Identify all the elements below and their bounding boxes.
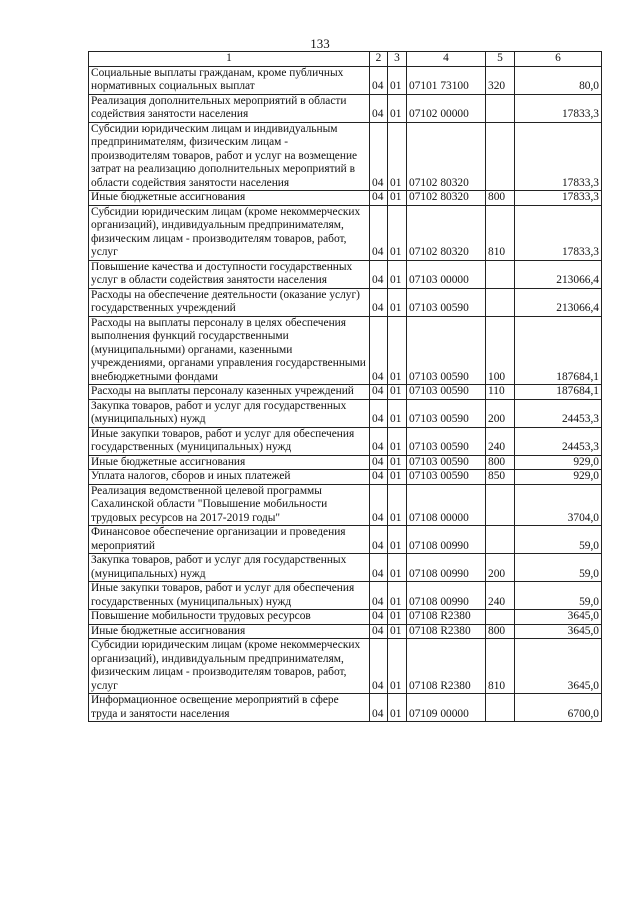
- row-target-code: 07103 00590: [407, 470, 486, 485]
- row-amount: 17833,3: [515, 191, 602, 206]
- row-section: 04: [370, 122, 388, 191]
- table-row: [89, 639, 602, 694]
- row-subsection: 01: [388, 554, 407, 582]
- row-section: 04: [370, 385, 388, 400]
- row-expense-type: 200: [486, 554, 515, 582]
- row-amount: 24453,3: [515, 399, 602, 427]
- row-target-code: 07102 80320: [407, 205, 486, 260]
- column-header-6: 6: [515, 52, 602, 67]
- row-name: Иные бюджетные ассигнования: [89, 191, 370, 206]
- table-row: [89, 455, 602, 470]
- budget-table: [88, 51, 602, 722]
- row-target-code: 07103 00000: [407, 260, 486, 288]
- row-expense-type: 850: [486, 470, 515, 485]
- row-amount: 3645,0: [515, 624, 602, 639]
- row-name: Закупка товаров, работ и услуг для государственных (муниципальных) нужд: [89, 399, 370, 427]
- row-section: 04: [370, 455, 388, 470]
- row-subsection: 01: [388, 455, 407, 470]
- row-target-code: 07108 R2380: [407, 610, 486, 625]
- row-amount: 3645,0: [515, 639, 602, 694]
- row-expense-type: [486, 260, 515, 288]
- row-subsection: 01: [388, 122, 407, 191]
- row-expense-type: [486, 94, 515, 122]
- row-expense-type: [486, 526, 515, 554]
- table-row: [89, 526, 602, 554]
- row-expense-type: 110: [486, 385, 515, 400]
- table-row: [89, 260, 602, 288]
- row-subsection: 01: [388, 610, 407, 625]
- row-section: 04: [370, 399, 388, 427]
- row-amount: 929,0: [515, 470, 602, 485]
- row-subsection: 01: [388, 191, 407, 206]
- row-amount: 187684,1: [515, 385, 602, 400]
- row-subsection: 01: [388, 427, 407, 455]
- table-row: [89, 624, 602, 639]
- row-expense-type: 200: [486, 399, 515, 427]
- row-target-code: 07103 00590: [407, 399, 486, 427]
- row-subsection: 01: [388, 526, 407, 554]
- row-expense-type: [486, 484, 515, 526]
- row-amount: 213066,4: [515, 288, 602, 316]
- row-section: 04: [370, 191, 388, 206]
- row-amount: 59,0: [515, 554, 602, 582]
- row-target-code: 07109 00000: [407, 694, 486, 722]
- row-section: 04: [370, 66, 388, 94]
- row-name: Субсидии юридическим лицам (кроме некоммерческих организаций), индивидуальным предпринимателям, физическим лицам - производителям товаров, работ, услуг: [89, 205, 370, 260]
- table-row: [89, 582, 602, 610]
- row-subsection: 01: [388, 694, 407, 722]
- table-row: [89, 470, 602, 485]
- row-section: 04: [370, 484, 388, 526]
- row-subsection: 01: [388, 470, 407, 485]
- column-header-3: 3: [388, 52, 407, 67]
- row-amount: 3704,0: [515, 484, 602, 526]
- row-amount: 17833,3: [515, 122, 602, 191]
- row-section: 04: [370, 205, 388, 260]
- row-amount: 80,0: [515, 66, 602, 94]
- row-name: Иные закупки товаров, работ и услуг для обеспечения государственных (муниципальных) нужд: [89, 582, 370, 610]
- row-section: 04: [370, 582, 388, 610]
- row-target-code: 07108 00990: [407, 526, 486, 554]
- row-subsection: 01: [388, 624, 407, 639]
- row-target-code: 07102 80320: [407, 122, 486, 191]
- table-row: [89, 694, 602, 722]
- row-section: 04: [370, 610, 388, 625]
- row-target-code: 07103 00590: [407, 385, 486, 400]
- row-amount: 6700,0: [515, 694, 602, 722]
- row-section: 04: [370, 554, 388, 582]
- row-expense-type: [486, 610, 515, 625]
- row-name: Субсидии юридическим лицам (кроме некоммерческих организаций), индивидуальным предпринимателям, физическим лицам - производителям товаров, работ, услуг: [89, 639, 370, 694]
- row-target-code: 07103 00590: [407, 427, 486, 455]
- row-amount: 187684,1: [515, 316, 602, 385]
- page-number: 133: [310, 36, 330, 51]
- row-amount: 59,0: [515, 582, 602, 610]
- row-subsection: 01: [388, 288, 407, 316]
- row-expense-type: 810: [486, 205, 515, 260]
- column-header-1: 1: [89, 52, 370, 67]
- row-name: Реализация ведомственной целевой программы Сахалинской области "Повышение мобильности трудовых ресурсов на 2017-2019 годы": [89, 484, 370, 526]
- table-header-row: [89, 52, 602, 67]
- row-subsection: 01: [388, 205, 407, 260]
- row-subsection: 01: [388, 260, 407, 288]
- row-name: Расходы на выплаты персоналу в целях обеспечения выполнения функций государственными (муниципальными) органами, казенными учреждениями, органами управления государственными внебюджетными фондами: [89, 316, 370, 385]
- row-target-code: 07103 00590: [407, 455, 486, 470]
- column-header-4: 4: [407, 52, 486, 67]
- row-target-code: 07108 00990: [407, 554, 486, 582]
- row-name: Иные бюджетные ассигнования: [89, 624, 370, 639]
- row-name: Расходы на выплаты персоналу казенных учреждений: [89, 385, 370, 400]
- row-amount: 929,0: [515, 455, 602, 470]
- row-amount: 17833,3: [515, 94, 602, 122]
- row-target-code: 07108 R2380: [407, 639, 486, 694]
- row-subsection: 01: [388, 639, 407, 694]
- row-name: Иные бюджетные ассигнования: [89, 455, 370, 470]
- row-expense-type: 800: [486, 624, 515, 639]
- row-subsection: 01: [388, 66, 407, 94]
- table-row: [89, 385, 602, 400]
- row-name: Социальные выплаты гражданам, кроме публичных нормативных социальных выплат: [89, 66, 370, 94]
- row-name: Повышение качества и доступности государственных услуг в области содействия занятости населения: [89, 260, 370, 288]
- row-expense-type: 100: [486, 316, 515, 385]
- table-row: [89, 94, 602, 122]
- row-name: Закупка товаров, работ и услуг для государственных (муниципальных) нужд: [89, 554, 370, 582]
- row-expense-type: 800: [486, 455, 515, 470]
- row-section: 04: [370, 94, 388, 122]
- row-section: 04: [370, 316, 388, 385]
- row-subsection: 01: [388, 484, 407, 526]
- row-name: Расходы на обеспечение деятельности (оказание услуг) государственных учреждений: [89, 288, 370, 316]
- row-target-code: 07108 00000: [407, 484, 486, 526]
- table-row: [89, 191, 602, 206]
- table-row: [89, 66, 602, 94]
- table-row: [89, 399, 602, 427]
- table-row: [89, 554, 602, 582]
- row-target-code: 07108 R2380: [407, 624, 486, 639]
- row-amount: 213066,4: [515, 260, 602, 288]
- row-amount: 3645,0: [515, 610, 602, 625]
- row-amount: 59,0: [515, 526, 602, 554]
- row-name: Субсидии юридическим лицам и индивидуальным предпринимателям, физическим лицам - производителям товаров, работ и услуг на возмещение затрат на реализацию дополнительных мероприятий в области содействия занятости населения: [89, 122, 370, 191]
- column-header-2: 2: [370, 52, 388, 67]
- table-row: [89, 316, 602, 385]
- row-target-code: 07101 73100: [407, 66, 486, 94]
- row-subsection: 01: [388, 385, 407, 400]
- table-row: [89, 610, 602, 625]
- row-section: 04: [370, 694, 388, 722]
- row-section: 04: [370, 639, 388, 694]
- row-expense-type: 810: [486, 639, 515, 694]
- row-name: Иные закупки товаров, работ и услуг для обеспечения государственных (муниципальных) нужд: [89, 427, 370, 455]
- row-target-code: 07102 80320: [407, 191, 486, 206]
- row-subsection: 01: [388, 582, 407, 610]
- row-target-code: 07108 00990: [407, 582, 486, 610]
- row-subsection: 01: [388, 316, 407, 385]
- row-amount: 17833,3: [515, 205, 602, 260]
- row-name: Информационное освещение мероприятий в сфере труда и занятости населения: [89, 694, 370, 722]
- row-section: 04: [370, 624, 388, 639]
- table-row: [89, 427, 602, 455]
- table-row: [89, 122, 602, 191]
- table-row: [89, 205, 602, 260]
- row-expense-type: [486, 288, 515, 316]
- row-section: 04: [370, 470, 388, 485]
- row-expense-type: [486, 122, 515, 191]
- row-expense-type: 240: [486, 582, 515, 610]
- row-target-code: 07103 00590: [407, 316, 486, 385]
- table-row: [89, 288, 602, 316]
- column-header-5: 5: [486, 52, 515, 67]
- row-amount: 24453,3: [515, 427, 602, 455]
- row-name: Финансовое обеспечение организации и проведения мероприятий: [89, 526, 370, 554]
- row-subsection: 01: [388, 94, 407, 122]
- table-body: [89, 66, 602, 722]
- row-target-code: 07103 00590: [407, 288, 486, 316]
- row-expense-type: 240: [486, 427, 515, 455]
- row-expense-type: 800: [486, 191, 515, 206]
- row-section: 04: [370, 260, 388, 288]
- row-expense-type: [486, 694, 515, 722]
- row-name: Реализация дополнительных мероприятий в области содействия занятости населения: [89, 94, 370, 122]
- row-name: Уплата налогов, сборов и иных платежей: [89, 470, 370, 485]
- row-subsection: 01: [388, 399, 407, 427]
- row-target-code: 07102 00000: [407, 94, 486, 122]
- row-section: 04: [370, 526, 388, 554]
- row-name: Повышение мобильности трудовых ресурсов: [89, 610, 370, 625]
- row-section: 04: [370, 427, 388, 455]
- row-expense-type: 320: [486, 66, 515, 94]
- table-row: [89, 484, 602, 526]
- row-section: 04: [370, 288, 388, 316]
